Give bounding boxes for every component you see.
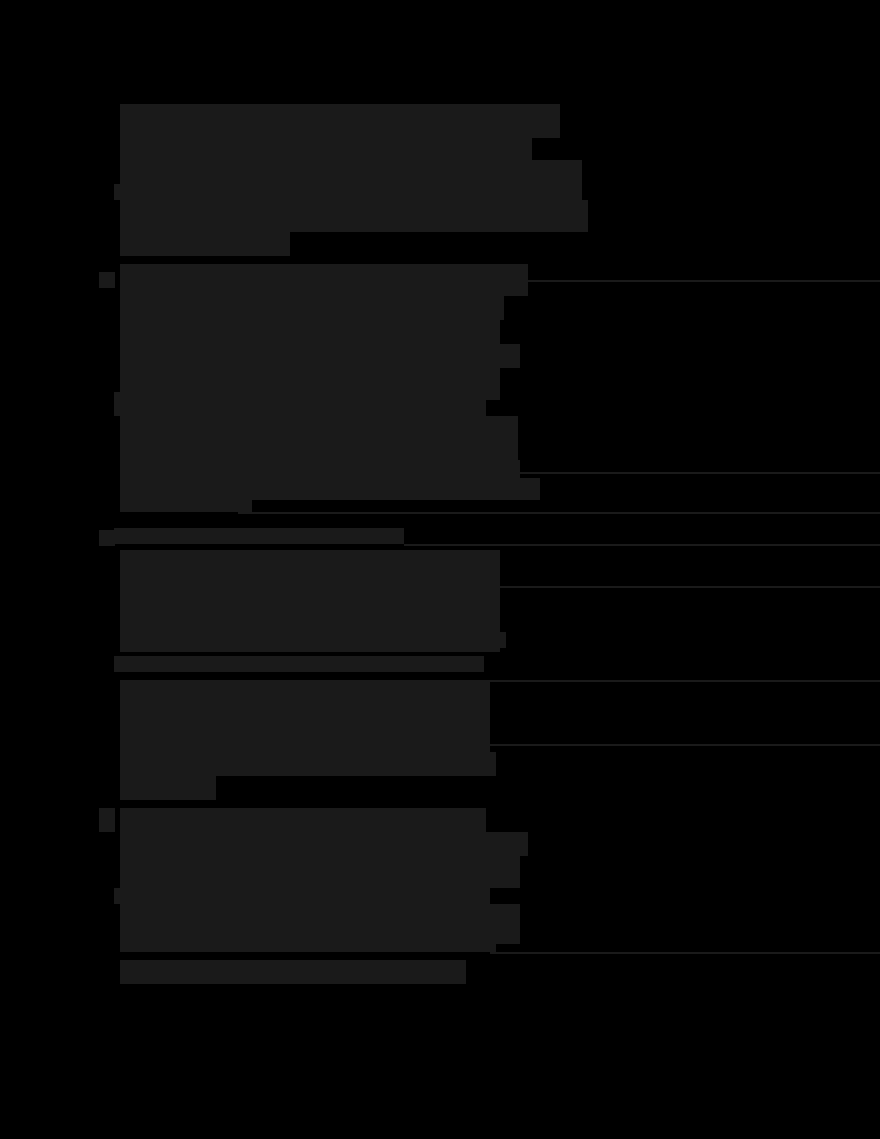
horizontal-rule	[528, 280, 880, 282]
redacted-text-block	[120, 936, 496, 952]
redacted-text-block	[120, 960, 466, 984]
redacted-text-block	[120, 550, 500, 606]
horizontal-rule	[490, 744, 880, 746]
horizontal-rule	[238, 512, 880, 514]
redacted-text-block	[120, 200, 588, 232]
redacted-text-block	[120, 680, 490, 728]
redacted-text-block	[120, 460, 520, 478]
redacted-text-block	[120, 776, 216, 800]
redacted-text-block	[120, 856, 520, 888]
redacted-text-block	[120, 264, 528, 296]
list-marker	[99, 272, 115, 288]
horizontal-rule	[520, 472, 880, 474]
list-marker	[99, 808, 115, 832]
horizontal-rule	[474, 586, 880, 588]
redacted-text-block	[120, 416, 518, 466]
redacted-text-block	[120, 160, 582, 184]
redacted-text-block	[120, 632, 506, 648]
redacted-text-block	[114, 528, 404, 544]
horizontal-rule	[490, 952, 880, 954]
redacted-text-block	[114, 184, 582, 200]
redacted-text-block	[120, 232, 290, 256]
redacted-text-block	[114, 656, 484, 672]
redacted-text-block	[114, 392, 486, 416]
horizontal-rule	[484, 680, 880, 682]
redacted-text-block	[120, 344, 520, 368]
redacted-text-block	[120, 104, 560, 138]
redacted-text-block	[120, 296, 504, 320]
redacted-text-block	[120, 496, 252, 512]
redacted-text-block	[114, 888, 490, 904]
redacted-text-block	[120, 832, 528, 856]
horizontal-rule	[404, 544, 880, 546]
list-marker	[99, 530, 115, 546]
redacted-text-block	[120, 752, 496, 776]
redacted-text-block	[120, 136, 532, 160]
